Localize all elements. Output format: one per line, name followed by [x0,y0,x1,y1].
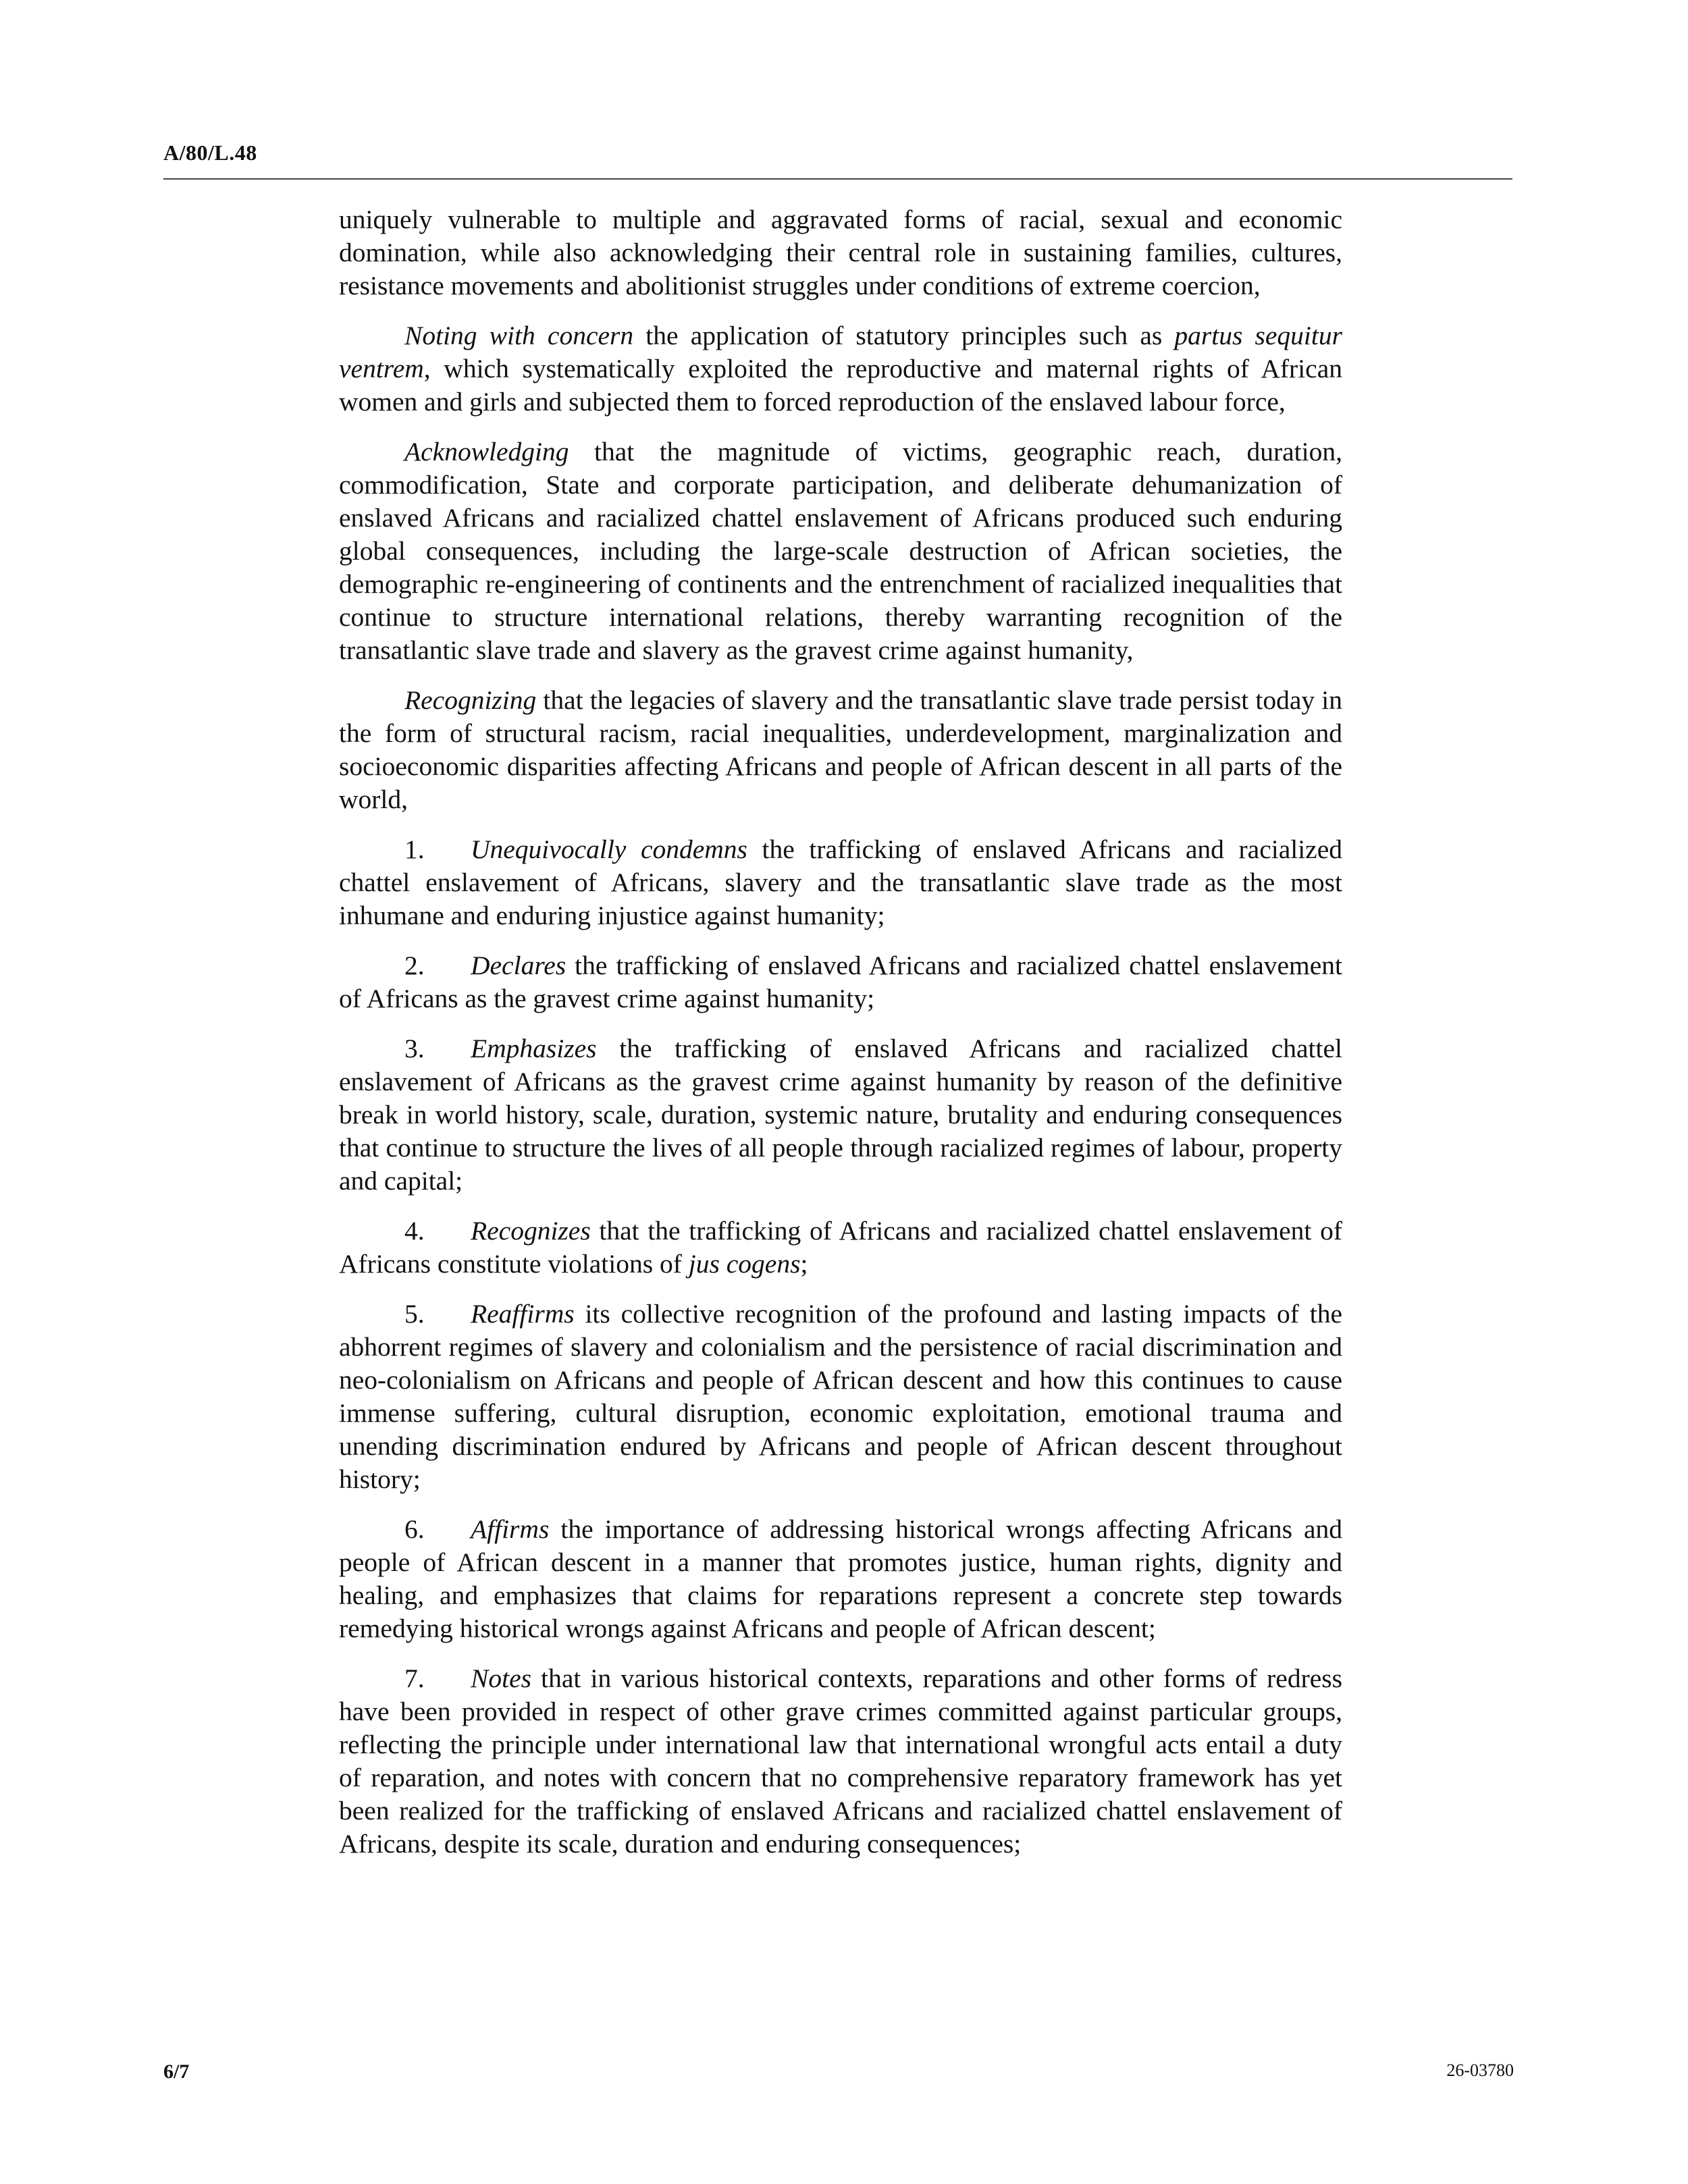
paragraph-number: 4. [404,1216,425,1246]
paragraph-number: 5. [404,1299,425,1329]
operative-paragraph [339,1662,1342,1861]
paragraph-number: 6. [404,1514,425,1544]
paragraph-text: uniquely vulnerable to multiple and aggravated forms of racial, sexual and economic domination, while also acknowledging their central role in sustaining families, cultures, resistance movements and abolitionist struggles under conditions of extreme coercion, [339,205,1342,300]
paragraph-number: 7. [404,1663,425,1693]
latin-term: jus cogens [688,1249,801,1279]
paragraph-text: that the magnitude of victims, geographic reach, duration, commodification, State and corporate participation, and deliberate dehumanization of enslaved Africans and racialized chattel enslavement of Africans produced such enduring global consequences, including the large-scale destruction of African societies, the demographic re-engineering of continents and the entrenchment of racialized inequalities that continue to structure international relations, thereby warranting recognition of the transatlantic slave trade and slavery as the gravest crime against humanity, [339,437,1342,665]
paragraph-lead: Acknowledging [404,437,569,467]
operative-paragraph [339,949,1342,1015]
paragraph-lead: Affirms [471,1514,550,1544]
preambular-paragraph [339,319,1342,419]
paragraph-text: that in various historical contexts, reparations and other forms of redress have been provided in respect of other grave crimes committed against particular groups, reflecting the principle under international law that international wrongful acts entail a duty of reparation, and notes with concern that no comprehensive reparatory framework has yet been realized for the trafficking of enslaved Africans and racialized chattel enslavement of Africans, despite its scale, duration and enduring consequences; [339,1663,1342,1859]
paragraph-number: 3. [404,1034,425,1063]
operative-paragraph [339,1032,1342,1198]
preambular-paragraph [339,684,1342,816]
paragraph-lead: Unequivocally condemns [471,834,747,864]
document-symbol: A/80/L.48 [163,140,257,165]
paragraph-lead: Recognizes [471,1216,591,1246]
paragraph-lead: Recognizing [404,685,537,715]
paragraph-lead: Notes [471,1663,531,1693]
paragraph-text: that the trafficking of Africans and racialized chattel enslavement of Africans constitute violations of [339,1216,1342,1279]
paragraph-tail: ; [800,1249,808,1279]
operative-paragraph [339,1298,1342,1496]
paragraph-text: that the legacies of slavery and the transatlantic slave trade persist today in the form of structural racism, racial inequalities, underdevelopment, marginalization and socioeconomic disparities affecting Africans and people of African descent in all parts of the world, [339,685,1342,814]
preambular-paragraph [339,435,1342,667]
operative-paragraph [339,1215,1342,1281]
latin-term: partus sequitur ventrem [339,321,1342,383]
operative-paragraph [339,833,1342,932]
paragraph-lead: Declares [471,951,566,980]
paragraph-lead: Noting with concern [404,321,634,350]
paragraph-text: the trafficking of enslaved Africans and racialized chattel enslavement of Africans as the gravest crime against humanity; [339,951,1342,1013]
resolution-body [339,203,1342,1877]
paragraph-text: , which systematically exploited the reproductive and maternal rights of African women and girls and subjected them to forced reproduction of the enslaved labour force, [339,354,1342,417]
paragraph-lead: Emphasizes [471,1034,597,1063]
preambular-paragraph-continued [339,203,1342,302]
paragraph-lead: Reaffirms [471,1299,575,1329]
paragraph-text: its collective recognition of the profound and lasting impacts of the abhorrent regimes of slavery and colonialism and the persistence of racial discrimination and neo-colonialism on Africans and people of African descent and how this continues to cause immense suffering, cultural disruption, economic exploitation, emotional trauma and unending discrimination endured by Africans and people of African descent throughout history; [339,1299,1342,1494]
paragraph-text: the application of statutory principles such as [633,321,1175,350]
paragraph-text: the importance of addressing historical wrongs affecting Africans and people of African descent in a manner that promotes justice, human rights, dignity and healing, and emphasizes that claims for reparations represent a concrete step towards remedying historical wrongs against Africans and people of African descent; [339,1514,1342,1643]
paragraph-text: the trafficking of enslaved Africans and racialized chattel enslavement of Africans as the gravest crime against humanity by reason of the definitive break in world history, scale, duration, systemic nature, brutality and enduring consequences that continue to structure the lives of all people through racialized regimes of labour, property and capital; [339,1034,1342,1196]
paragraph-number: 2. [404,951,425,980]
paragraph-text: the trafficking of enslaved Africans and racialized chattel enslavement of Africans, slavery and the transatlantic slave trade as the most inhumane and enduring injustice against humanity; [339,834,1342,930]
header-rule [163,178,1512,180]
document-code: 26-03780 [1446,2060,1514,2080]
operative-paragraph [339,1513,1342,1645]
paragraph-number: 1. [404,834,425,864]
page-number: 6/7 [163,2060,190,2083]
